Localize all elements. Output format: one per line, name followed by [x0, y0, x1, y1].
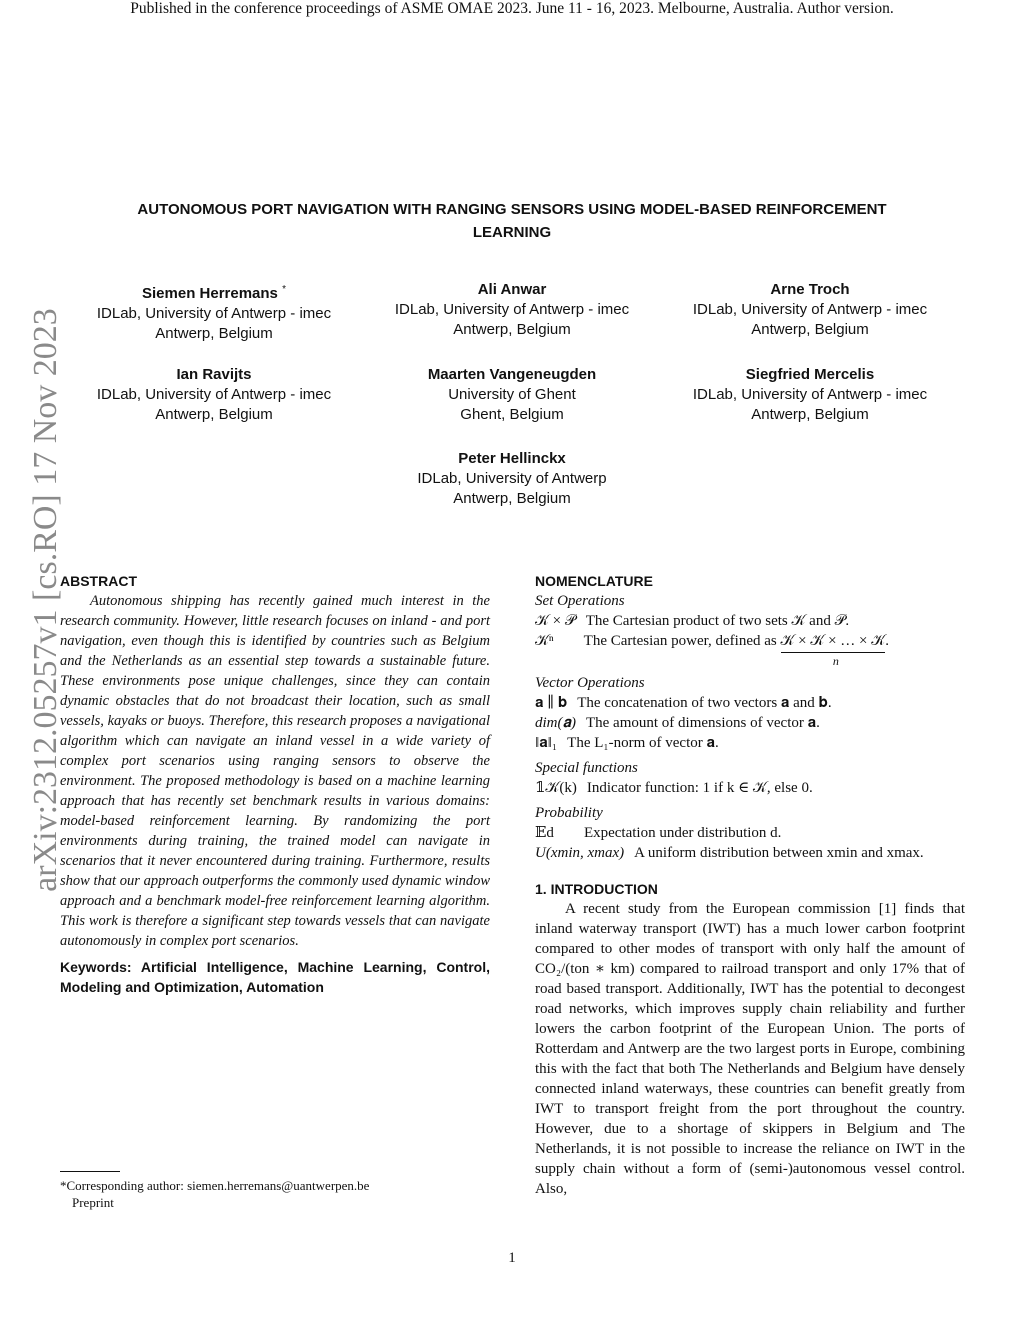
author-block	[362, 365, 662, 425]
author-name: Siemen Herremans *	[142, 284, 286, 302]
introduction-text: A recent study from the European commission [1] finds that inland waterway transport (IWT) has a much lower carbon footprint compared to other modes of transport with only half the amount of CO₂/(ton ∗ km) compared to railroad transport and only 17% that of road based transport. Additionally, IWT has the potential to decongest road networks, which improves supply chain reliability and further lowers the carbon footprint of the European Union. The ports of Rotterdam and Antwerp are the two largest ports in Europe, combining this with the fact that both The Netherlands and Belgium have densely connected inland waterways, these countries can benefit greatly from IWT to transport freight from the port throughout the country. However, due to a shortage of skippers in Belgium and The Netherlands, it is not possible to increase the reliance on IWT in the supply chain without a form of (semi-)autonomous vessel control. Also,	[535, 901, 965, 1197]
publication-header: Published in the conference proceedings of ASME OMAE 2023. June 11 - 16, 2023. Melbourne, Australia. Author version.	[130, 0, 894, 17]
author-location: Antwerp, Belgium	[453, 490, 571, 507]
nomenclature-description: The amount of dimensions of vector 𝐚.	[585, 715, 820, 731]
keywords: Keywords: Artificial Intelligence, Machine Learning, Control, Modeling and Optimization, Automation	[60, 959, 490, 995]
author-location: Ghent, Belgium	[460, 406, 564, 423]
nomenclature-entry	[535, 693, 965, 713]
author-block	[362, 449, 662, 509]
author-name: Ali Anwar	[477, 281, 547, 298]
author-name: Peter Hellinckx	[458, 450, 566, 467]
nomenclature-description: The Cartesian product of two sets 𝒦 and 𝒫.	[585, 613, 850, 629]
author-block	[64, 280, 364, 344]
author-location: Antwerp, Belgium	[155, 325, 273, 342]
author-affiliation: IDLab, University of Antwerp - imec	[394, 301, 630, 318]
nomenclature-description: The Cartesian power, defined as	[583, 633, 777, 649]
author-name: Maarten Vangeneugden	[427, 366, 597, 383]
nomenclature-description: A uniform distribution between xmin and xmax.	[634, 845, 924, 861]
arxiv-id: arXiv:2312.05257v1 [cs.RO] 17 Nov 2023	[27, 308, 64, 892]
nomenclature-description: Indicator function: 1 if k ∈ 𝒦, else 0.	[586, 780, 813, 796]
left-column	[60, 571, 490, 997]
page-number: 1	[508, 1250, 516, 1266]
footnote-rule	[60, 1171, 120, 1172]
nomenclature-entry	[535, 823, 965, 843]
nomenclature-entry	[535, 843, 965, 863]
nomenclature-category: Set Operations	[535, 593, 625, 609]
paper-title	[80, 198, 944, 244]
nomenclature-description: The concatenation of two vectors 𝐚 and 𝐛.	[577, 695, 832, 711]
nomenclature-entry	[535, 611, 965, 631]
nomenclature-symbol: 𝔼d	[535, 825, 554, 841]
footnote	[60, 1177, 480, 1211]
nomenclature-symbol: U(xmin, xmax)	[535, 845, 625, 861]
nomenclature-entry: 𝒦ⁿ The Cartesian power, defined as 𝒦 × 𝒦 × … × 𝒦 n .	[535, 631, 965, 653]
nomenclature-category: Probability	[535, 805, 603, 821]
nomenclature-symbol: 𝒦ⁿ	[535, 633, 554, 649]
author-name: Siegfried Mercelis	[745, 366, 875, 383]
author-block	[660, 280, 960, 340]
underbrace-formula: 𝒦 × 𝒦 × … × 𝒦 n	[781, 631, 886, 653]
right-column	[535, 571, 965, 1199]
nomenclature-description: Expectation under distribution d.	[583, 825, 782, 841]
author-block	[660, 365, 960, 425]
nomenclature-heading: NOMENCLATURE	[535, 573, 653, 589]
author-mark: *	[282, 284, 286, 295]
author-affiliation: IDLab, University of Antwerp - imec	[96, 305, 332, 322]
underbrace-label: n	[832, 654, 839, 668]
title-line-2: LEARNING	[472, 224, 552, 241]
author-affiliation: IDLab, University of Antwerp	[417, 470, 607, 487]
nomenclature-symbol: dim(𝐚)	[535, 715, 576, 731]
nomenclature-entry	[535, 733, 965, 753]
nomenclature-description: The L₁-norm of vector 𝐚.	[567, 735, 719, 751]
author-location: Antwerp, Belgium	[751, 406, 869, 423]
nomenclature-category: Vector Operations	[535, 675, 645, 691]
author-affiliation: IDLab, University of Antwerp - imec	[96, 386, 332, 403]
nomenclature-symbol: 𝐚 ∥ 𝐛	[535, 695, 568, 711]
author-affiliation: IDLab, University of Antwerp - imec	[692, 386, 928, 403]
nomenclature-entry	[535, 713, 965, 733]
introduction-heading: 1. INTRODUCTION	[535, 881, 658, 897]
author-affiliation: IDLab, University of Antwerp - imec	[692, 301, 928, 318]
nomenclature-category: Special functions	[535, 760, 638, 776]
nomenclature-symbol: 𝒦 × 𝒫	[535, 613, 576, 629]
author-block	[64, 365, 364, 425]
nomenclature-symbol: ‖𝐚‖₁	[535, 735, 558, 751]
footnote-preprint: Preprint	[72, 1195, 114, 1210]
author-name: Ian Ravijts	[176, 366, 252, 383]
author-affiliation: University of Ghent	[448, 386, 576, 403]
footnote-corresponding-author: *Corresponding author: siemen.herremans@uantwerpen.be	[60, 1178, 370, 1193]
author-name: Arne Troch	[770, 281, 850, 298]
author-location: Antwerp, Belgium	[453, 321, 571, 338]
title-line-1: AUTONOMOUS PORT NAVIGATION WITH RANGING SENSORS USING MODEL-BASED REINFORCEMENT	[137, 201, 887, 218]
abstract-heading: ABSTRACT	[60, 573, 137, 589]
abstract-text: Autonomous shipping has recently gained much interest in the research community. However, little research focuses on inland - and port navigation, even though this is identified by countries such as Belgium and the Netherlands as an essential step towards a sustainable future. These environments pose unique challenges, since they can contain dynamic obstacles that do not broadcast their location, such as small vessels, kayaks or buoys. Therefore, this research proposes a navigational algorithm which can navigate an inland vessel in a wide variety of complex port scenarios using ranging sensors to observe the environment. The proposed methodology is based on a machine learning approach that has recently set benchmark results in various domains: model-based reinforcement learning. By randomizing the port environments during training, the trained model can navigate in scenarios that it never encountered during training. Furthermore, results show that our approach outperforms the commonly used dynamic window approach and a benchmark model-free reinforcement learning algorithm. This work is therefore a significant step towards vessels that can navigate autonomously in complex port scenarios.	[60, 593, 490, 949]
author-location: Antwerp, Belgium	[155, 406, 273, 423]
nomenclature-symbol: 𝟙𝒦(k)	[535, 780, 577, 796]
author-block	[362, 280, 662, 340]
author-location: Antwerp, Belgium	[751, 321, 869, 338]
nomenclature-entry	[535, 778, 965, 798]
